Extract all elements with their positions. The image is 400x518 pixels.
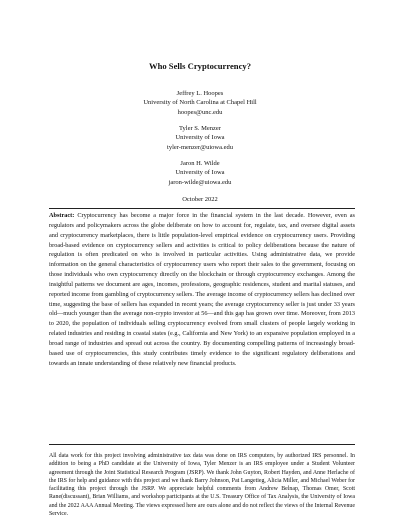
author-block-1 xyxy=(0,89,400,117)
abstract xyxy=(49,211,355,369)
author-email: hoopes@unc.edu xyxy=(177,108,223,116)
author-affiliation: University of Iowa xyxy=(175,134,225,142)
author-name: Jaron H. Wilde xyxy=(180,160,220,167)
paper-date: October 2022 xyxy=(182,196,218,203)
author-email: jaron-wilde@uiowa.edu xyxy=(168,178,232,186)
abstract-top-rule xyxy=(49,208,355,209)
abstract-text: Cryptocurrency has become a major force in the financial system in the last decade. However, even as regulators and policymakers across the globe deliberate on how to account for, regulate, tax, and oversee digital assets and cryptocurrency marketplaces, there is little population-level empirical evidence on cryptocurrency users. Providing broad-based evidence on cryptocurrency sellers and activities is critical to policy deliberations because the nature of regulation is often predicated on who is involved in particular activities. Using administrative data, we provide information on the general characteristics of cryptocurrency users who report their sales to the government, focusing on those individuals who own cryptocurrency directly on the blockchain or through cryptocurrency exchanges. Among the insightful patterns we document are ages, incomes, professions, geographic residences, student and marital statuses, and reported income from gambling of cryptocurrency sellers. The average income of cryptocurrency sellers has declined over time, suggesting the base of sellers has expanded in recent years; the average cryptocurrency seller is just under 33 years old—much younger than the average non-crypto investor at 56—and this gap has grown over time. Moreover, from 2013 to 2020, the population of individuals selling cryptocurrency evolved from small clusters of people largely working in related industries and residing in coastal states (e.g., California and New York) to an expansive population employed in a broad range of industries and spread out across the country. By documenting compelling patterns of increasingly broad-based use of cryptocurrencies, this study contributes timely evidence to the significant regulatory deliberations and towards an innate understanding of these relatively new financial products. xyxy=(49,212,356,367)
author-block-3 xyxy=(0,159,400,187)
abstract-label: Abstract: xyxy=(49,212,75,219)
author-email: tyler-menzer@uiowa.edu xyxy=(167,143,233,151)
paper-title: Who Sells Cryptocurrency? xyxy=(148,61,251,71)
author-affiliation: University of Iowa xyxy=(175,169,225,177)
acknowledgment-footnote: All data work for this project involving administrative tax data was done on IRS computers, by authorized IRS personnel. In addition to being a PhD candidate at the University of Iowa, Tyler Menzer is an IRS employee under a Student Volunteer agreement through the Joint Statistical Research Program (JSRP). We thank John Guyton, Robert Hayden, and Anne Herlache of the IRS for help and guidance with this project and we thank Barry Johnson, Pat Langetieg, Alicia Miller, and Michael Weber for facilitating this project through the JSRP. We appreciate helpful comments from Andrew Belnap, Thomas Omer, Scott Rane(discussant), Brian Williams, and workshop participants at the U.S. Treasury Office of Tax Analysis, the University of Iowa and the 2022 AAA Annual Meeting. The views expressed here are ours alone and do not reflect the views of the Internal Revenue Service. xyxy=(49,453,355,517)
author-affiliation: University of North Carolina at Chapel Hill xyxy=(143,99,257,107)
author-name: Tyler S. Menzer xyxy=(179,125,221,132)
author-name: Jeffrey L. Hoopes xyxy=(176,90,224,97)
abstract-bottom-rule xyxy=(49,444,355,445)
author-block-2 xyxy=(0,124,400,152)
